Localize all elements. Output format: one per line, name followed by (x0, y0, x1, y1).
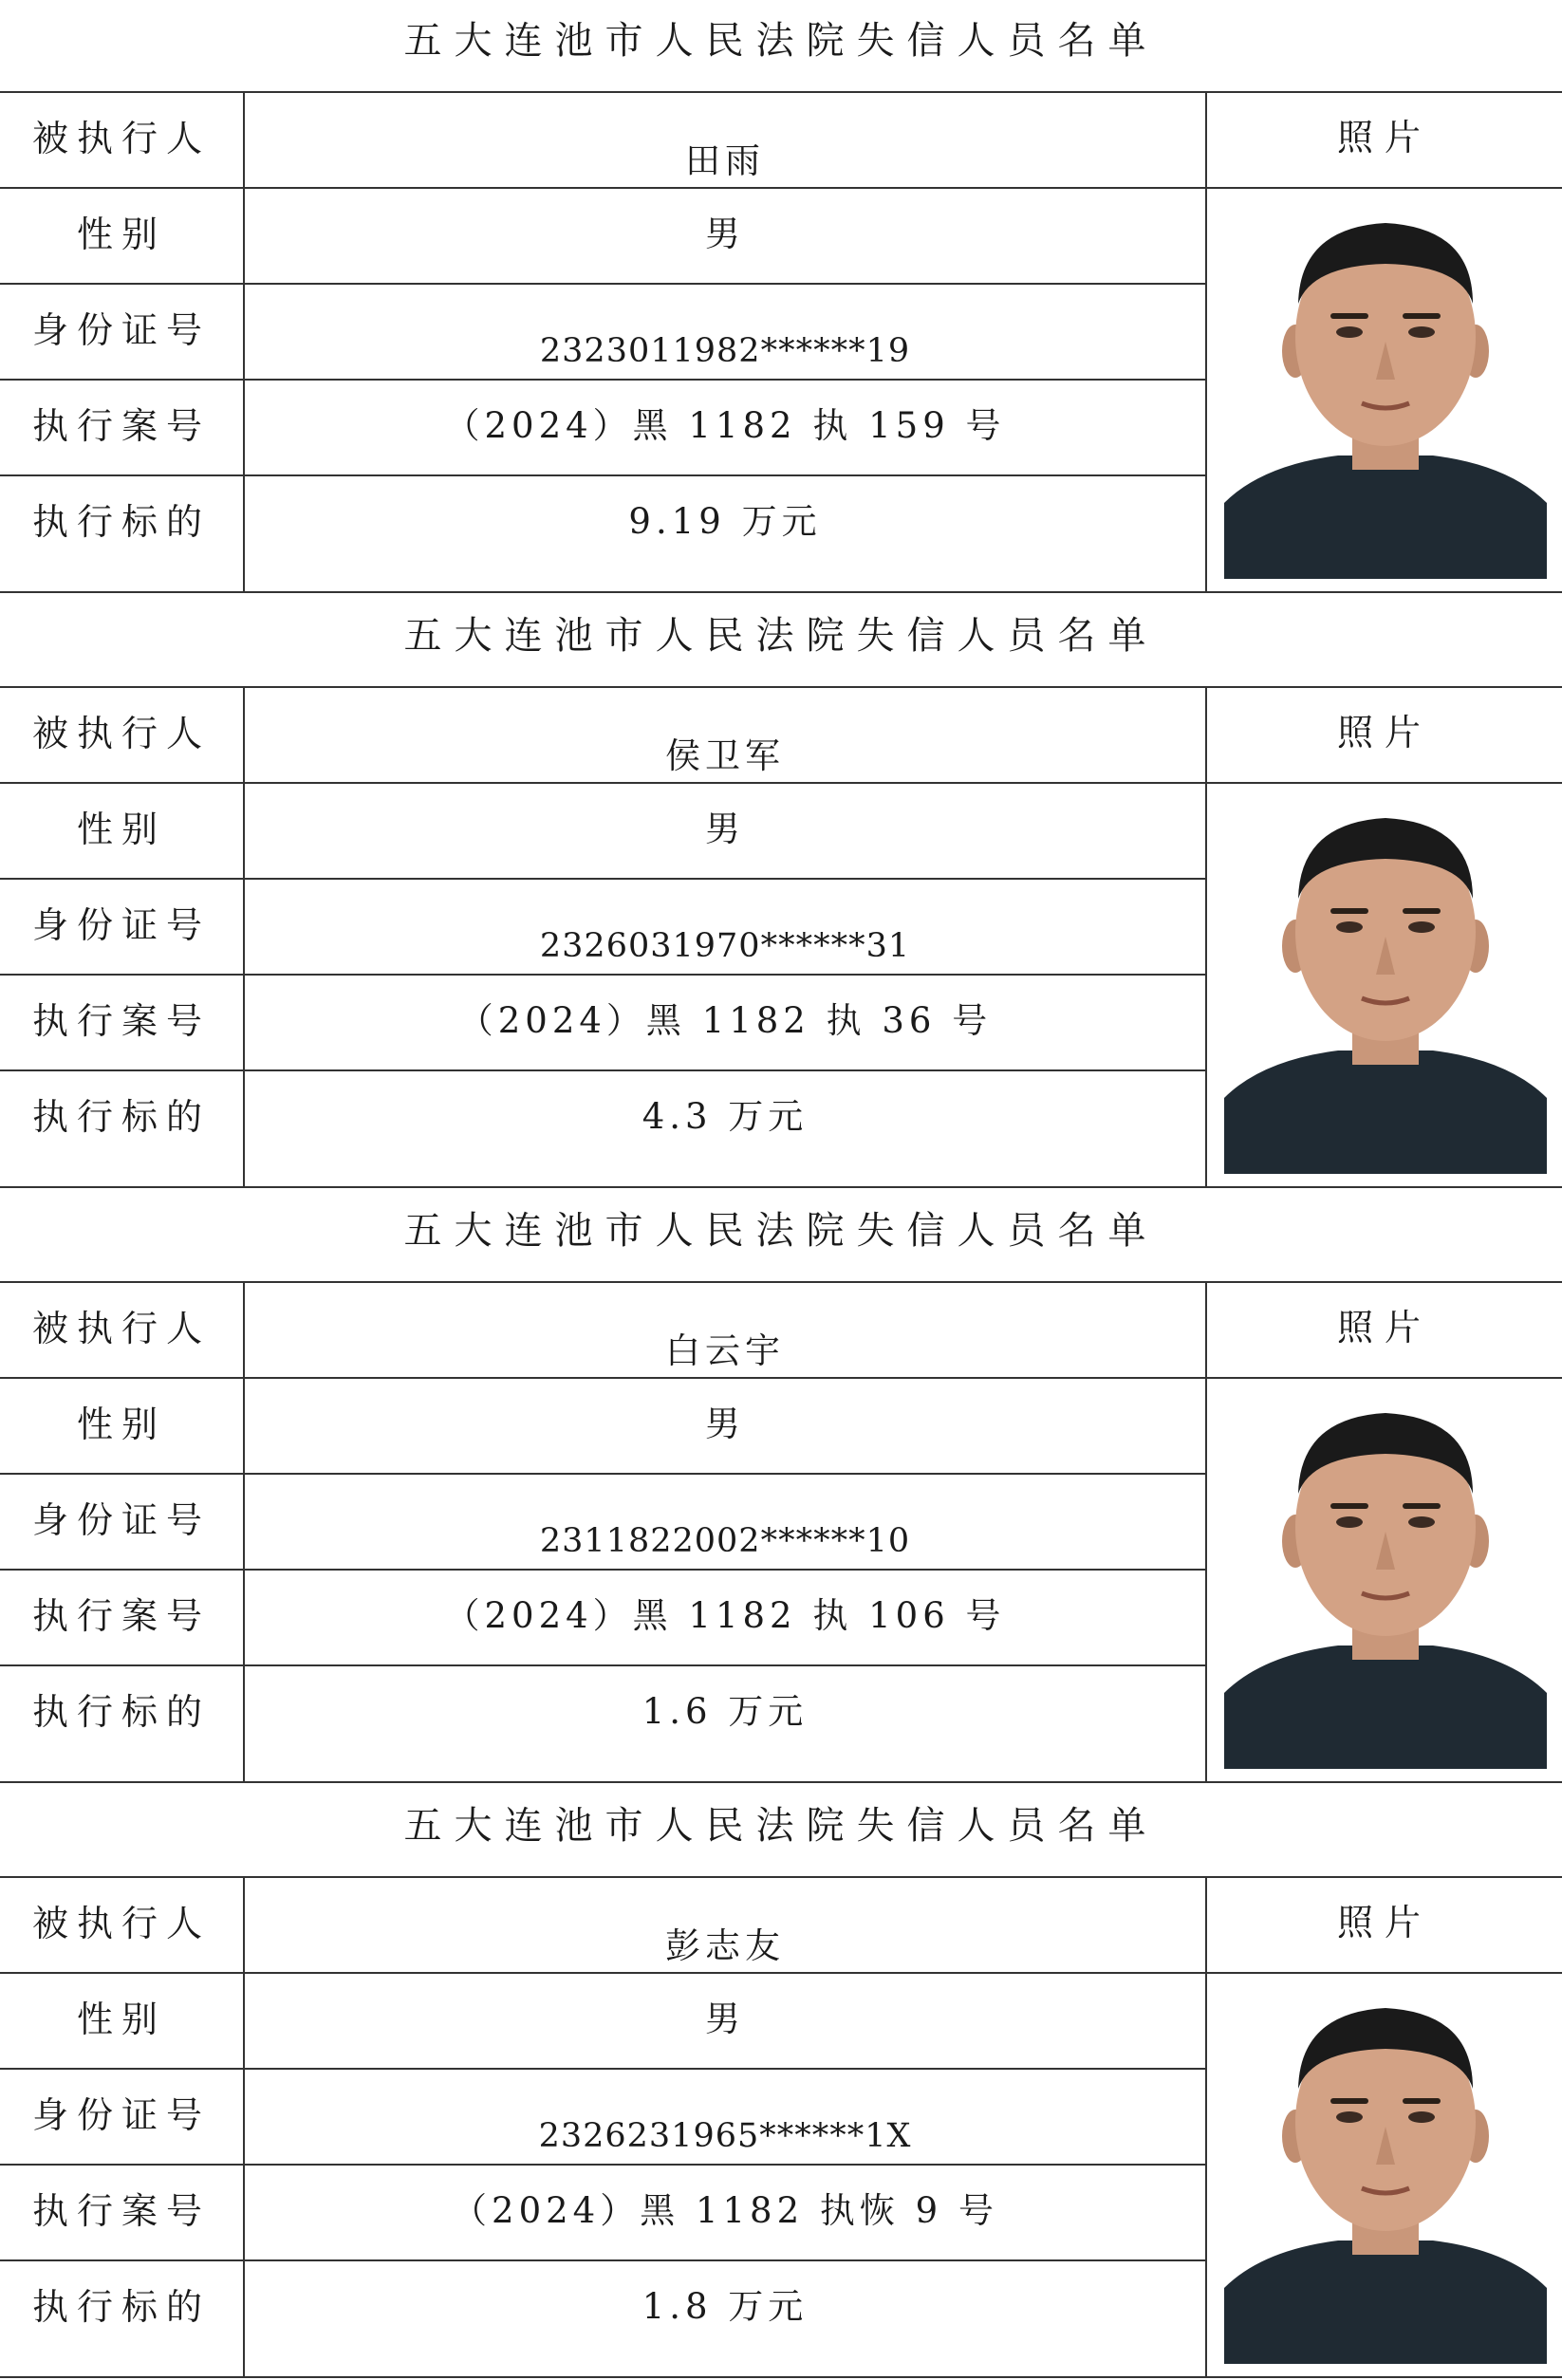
value-case-number: （2024）黑 1182 执 159 号 (444, 405, 1006, 446)
record-title: 五大连池市人民法院失信人员名单 (403, 1804, 1159, 1848)
label-case: 执行案号 (31, 1595, 211, 1637)
value-amount: 1.8 万元 (642, 2286, 809, 2327)
label-gender: 性别 (76, 1404, 166, 1445)
record-title: 五大连池市人民法院失信人员名单 (403, 614, 1159, 658)
person-photo (1224, 1975, 1547, 2364)
label-gender: 性别 (76, 214, 166, 255)
value-name: 田雨 (685, 140, 765, 181)
label-id: 身份证号 (31, 309, 211, 351)
value-id-number: 2311822002******10 (539, 1522, 911, 1560)
label-case: 执行案号 (31, 2190, 211, 2232)
label-name: 被执行人 (31, 1903, 211, 1944)
label-amount: 执行标的 (31, 1096, 211, 1138)
label-amount: 执行标的 (31, 2286, 211, 2328)
label-photo: 照片 (1336, 1307, 1432, 1348)
value-case-number: （2024）黑 1182 执 106 号 (444, 1595, 1006, 1636)
person-photo (1224, 190, 1547, 579)
value-amount: 9.19 万元 (628, 501, 822, 542)
value-case-number: （2024）黑 1182 执恢 9 号 (452, 2190, 998, 2231)
record-card (0, 1190, 1562, 1785)
record-card (0, 0, 1562, 595)
person-photo (1224, 1380, 1547, 1769)
label-case: 执行案号 (31, 1000, 211, 1042)
value-amount: 4.3 万元 (642, 1096, 809, 1137)
photo-label-divider (1207, 782, 1562, 784)
label-photo: 照片 (1336, 1902, 1432, 1943)
record-card (0, 1785, 1562, 2380)
label-name: 被执行人 (31, 118, 211, 159)
record-title: 五大连池市人民法院失信人员名单 (403, 1209, 1159, 1253)
value-gender: 男 (705, 1404, 745, 1444)
table-bottom-border (0, 2376, 1562, 2378)
value-gender: 男 (705, 809, 745, 849)
label-photo: 照片 (1336, 117, 1432, 158)
value-id-number: 2323011982******19 (539, 332, 911, 370)
value-case-number: （2024）黑 1182 执 36 号 (457, 1000, 993, 1041)
label-photo: 照片 (1336, 712, 1432, 753)
table-bottom-border (0, 1781, 1562, 1783)
photo-label-divider (1207, 1377, 1562, 1379)
value-gender: 男 (705, 214, 745, 254)
value-gender: 男 (705, 1999, 745, 2039)
table-bottom-border (0, 1186, 1562, 1188)
label-case: 执行案号 (31, 405, 211, 447)
value-id-number: 2326031970******31 (539, 927, 911, 965)
label-amount: 执行标的 (31, 501, 211, 543)
record-title: 五大连池市人民法院失信人员名单 (403, 19, 1159, 63)
label-id: 身份证号 (31, 904, 211, 946)
label-gender: 性别 (76, 1999, 166, 2040)
person-photo (1224, 785, 1547, 1174)
photo-label-divider (1207, 1972, 1562, 1974)
label-id: 身份证号 (31, 2094, 211, 2136)
record-card (0, 595, 1562, 1190)
value-name: 彭志友 (665, 1925, 785, 1966)
label-id: 身份证号 (31, 1499, 211, 1541)
value-name: 白云宇 (665, 1330, 785, 1371)
label-gender: 性别 (76, 809, 166, 850)
label-amount: 执行标的 (31, 1691, 211, 1733)
value-id-number: 2326231965******1X (538, 2117, 912, 2155)
table-bottom-border (0, 591, 1562, 593)
photo-label-divider (1207, 187, 1562, 189)
value-name: 侯卫军 (665, 735, 785, 776)
label-name: 被执行人 (31, 713, 211, 754)
value-amount: 1.6 万元 (642, 1691, 809, 1732)
label-name: 被执行人 (31, 1308, 211, 1349)
